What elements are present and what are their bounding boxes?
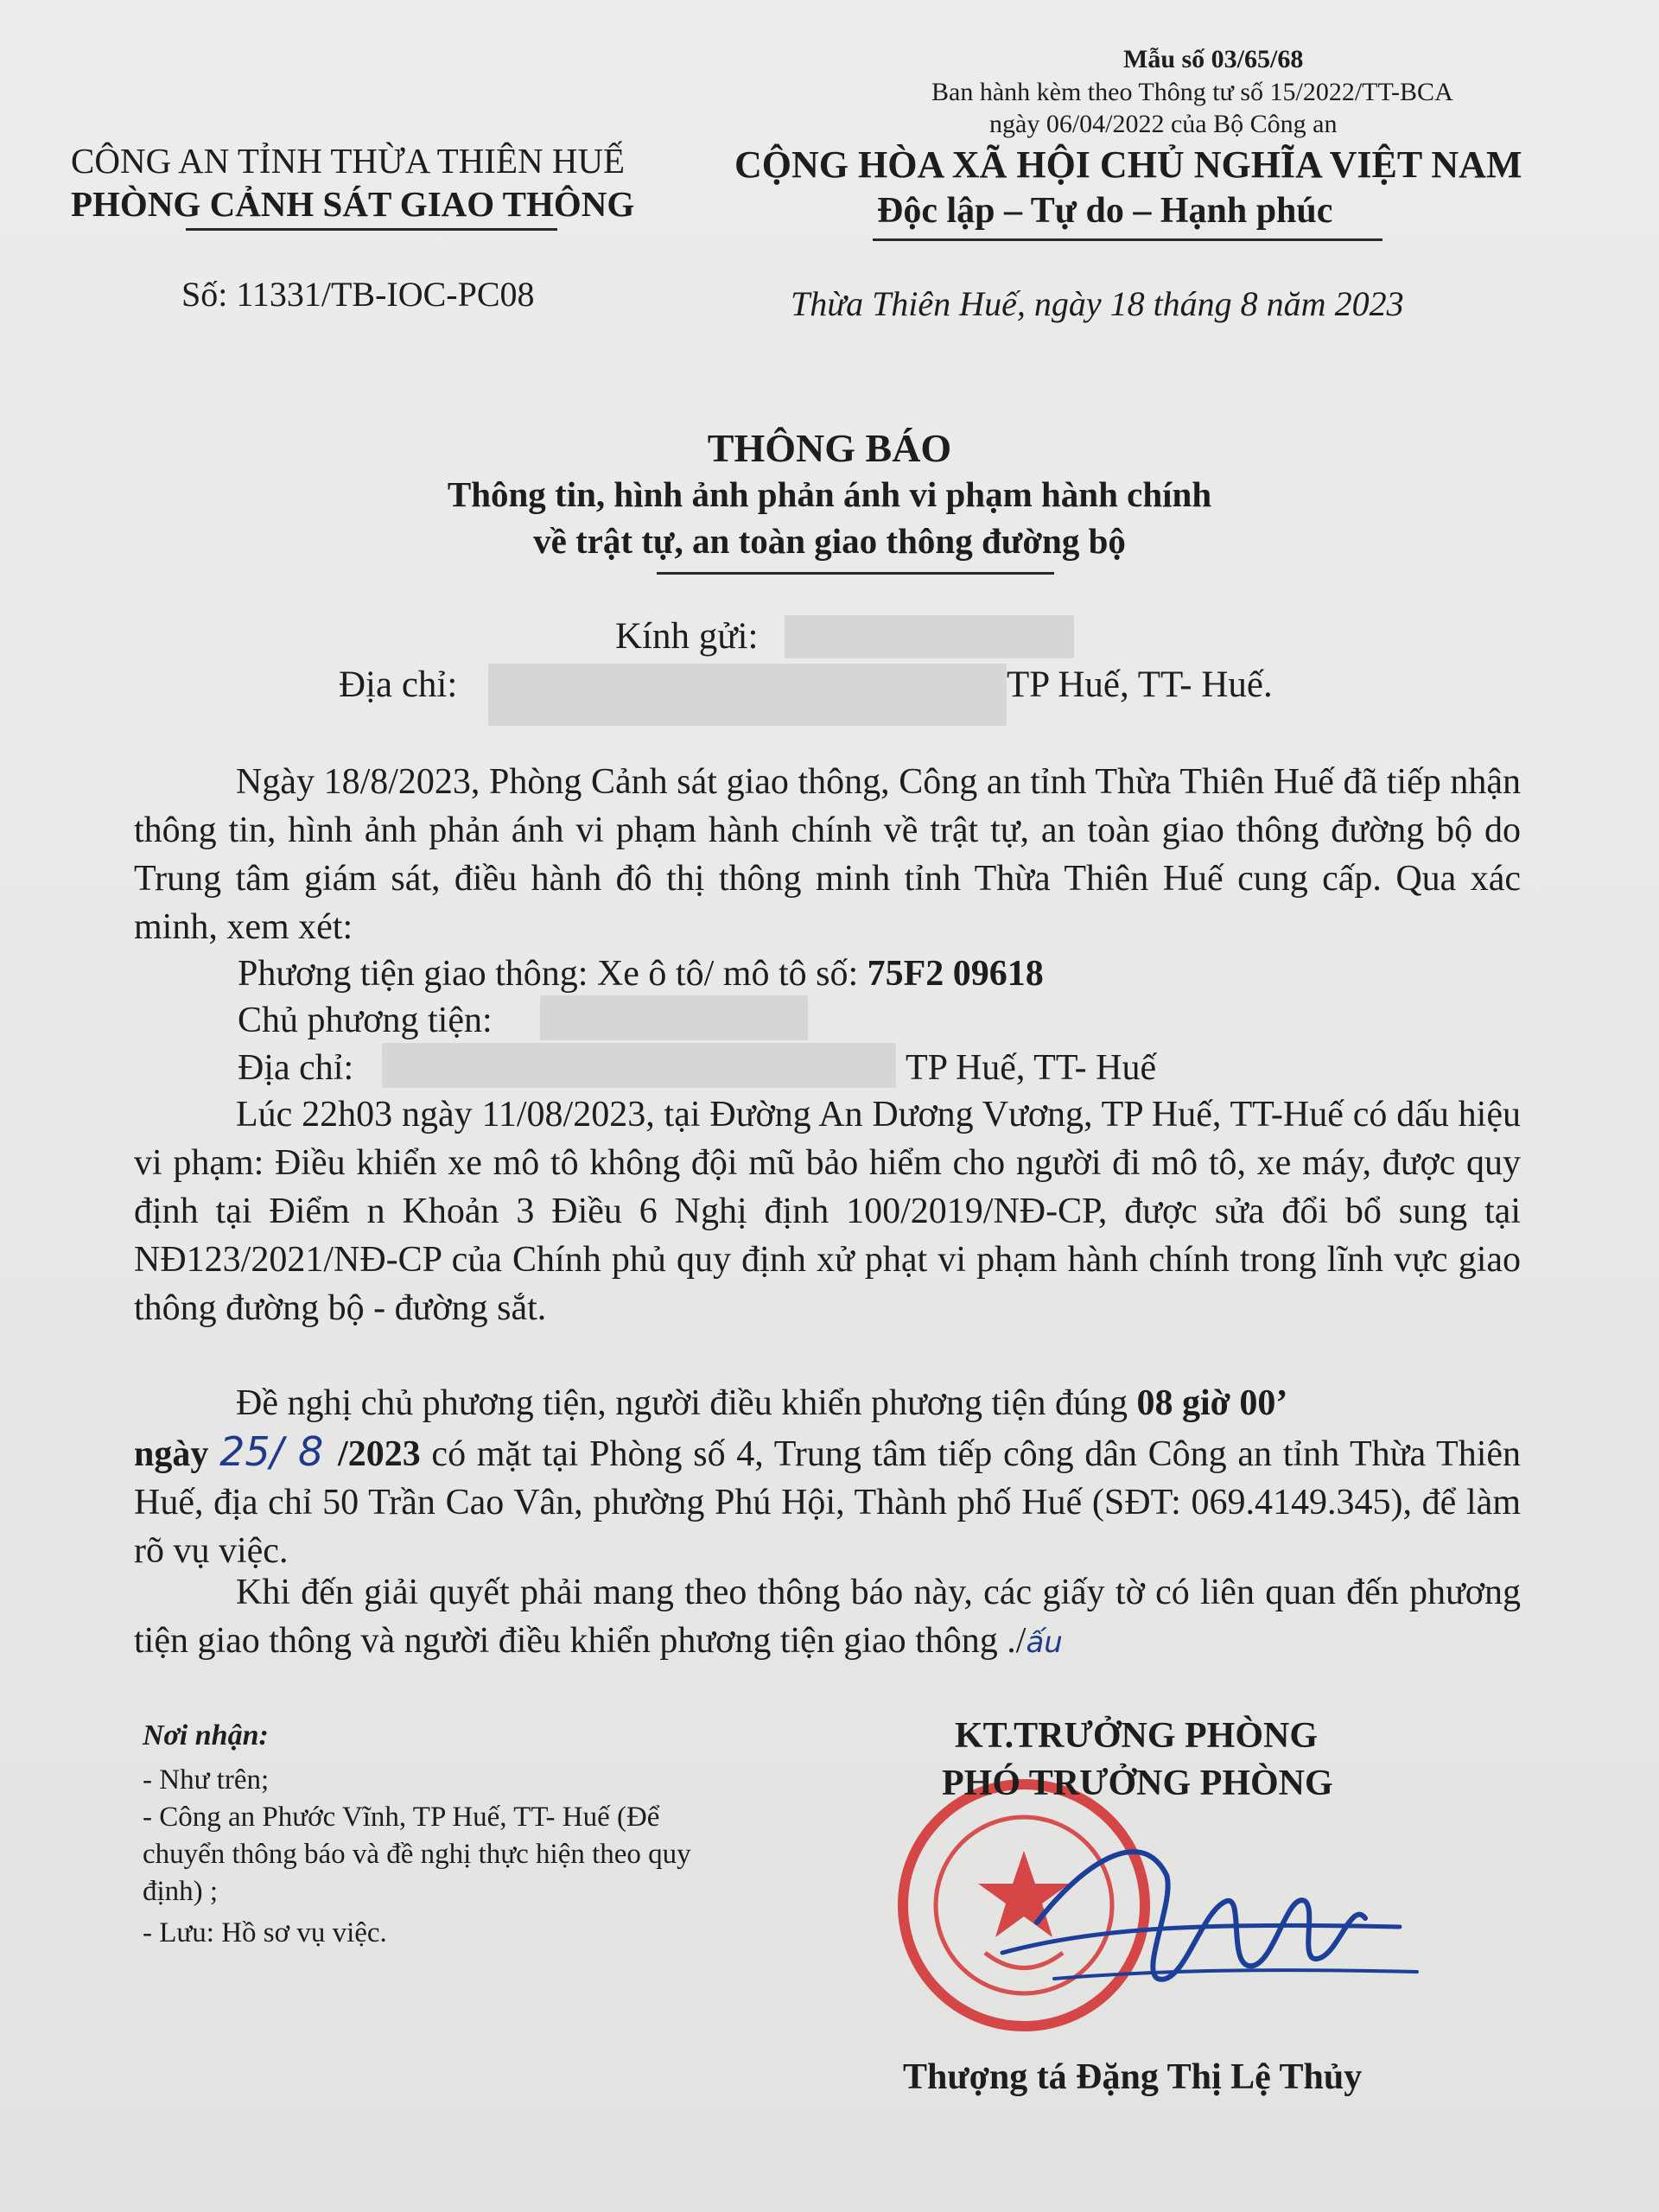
request-text-a: Đề nghị chủ phương tiện, người điều khiển phương tiện đúng — [236, 1383, 1137, 1423]
form-issued-date: ngày 06/04/2022 của Bộ Công an — [989, 110, 1338, 138]
appointment-time: 08 giờ 00’ — [1136, 1383, 1288, 1423]
appointment-day-label: ngày — [134, 1434, 220, 1474]
document-number: Số: 11331/TB-IOC-PC08 — [181, 275, 535, 314]
nation-motto: Độc lập – Tự do – Hạnh phúc — [877, 191, 1333, 231]
recipient-address-tail: TP Huế, TT- Huế. — [1007, 664, 1273, 705]
form-number: Mẫu số 03/65/68 — [1123, 45, 1304, 73]
vehicle-label: Phương tiện giao thông: Xe ô tô/ mô tô số: — [238, 954, 868, 994]
recipient-item-3: - Lưu: Hồ sơ vụ việc. — [143, 1917, 387, 1948]
paragraph-closing — [134, 1568, 1521, 1667]
form-issued-with: Ban hành kèm theo Thông tư số 15/2022/TT-BCA — [931, 78, 1453, 106]
redacted-owner — [540, 995, 808, 1040]
appointment-year: /2023 — [338, 1434, 421, 1474]
recipient-item-2a: - Công an Phước Vĩnh, TP Huế, TT- Huế (Để — [143, 1802, 660, 1833]
recipients-title: Nơi nhận: — [143, 1719, 269, 1751]
paragraph-violation — [134, 1090, 1521, 1332]
official-seal-icon — [903, 1784, 1145, 2026]
owner-address-label: Địa chỉ: — [238, 1048, 354, 1088]
redacted-owner-address — [382, 1043, 896, 1088]
agency-name: CÔNG AN TỈNH THỪA THIÊN HUẾ — [71, 141, 626, 181]
intro-text: Ngày 18/8/2023, Phòng Cảnh sát giao thông, Công an tỉnh Thừa Thiên Huế đã tiếp nhận thông tin, hình ảnh phản ánh vi phạm hành chính về trật tự, an toàn giao thông đường bộ do Trung tâm giám sát, điều hành đô thị thông minh tỉnh Thừa Thiên Huế cung cấp. Qua xác minh, xem xét: — [134, 762, 1521, 947]
department-name: PHÒNG CẢNH SÁT GIAO THÔNG — [71, 184, 635, 224]
redacted-address — [488, 664, 1007, 726]
signature-role-2: PHÓ TRƯỞNG PHÒNG — [942, 1764, 1333, 1803]
signature-role-1: KT.TRƯỞNG PHÒNG — [955, 1716, 1318, 1756]
owner-address-tail: TP Huế, TT- Huế — [906, 1048, 1157, 1088]
nation-name: CỘNG HÒA XÃ HỘI CHỦ NGHĨA VIỆT NAM — [734, 143, 1522, 186]
redacted-recipient — [785, 615, 1074, 658]
motto-underline — [873, 238, 1382, 241]
recipient-item-1: - Như trên; — [143, 1764, 270, 1796]
violation-text: Lúc 22h03 ngày 11/08/2023, tại Đường An Dương Vương, TP Huế, TT-Huế có dấu hiệu vi phạm: Điều khiển xe mô tô không đội mũ bảo hiểm cho người đi mô tô, xe máy, được quy định tại Điểm n Khoản 3 Điều 6 Nghị định 100/2019/NĐ-CP, được sửa đổi bổ sung tại NĐ123/2021/NĐ-CP của Chính phủ quy định xử phạt vi phạm hành chính trong lĩnh vực giao thông đường bộ - đường sắt. — [134, 1095, 1521, 1328]
document-title: THÔNG BÁO — [707, 426, 952, 470]
document-subtitle-line2: về trật tự, an toàn giao thông đường bộ — [533, 521, 1126, 561]
subtitle-underline — [657, 572, 1054, 575]
recipient-item-2c: định) ; — [143, 1876, 219, 1907]
stamp-and-signature — [881, 1771, 1434, 2048]
recipient-address-label: Địa chỉ: — [339, 664, 458, 705]
closing-text: Khi đến giải quyết phải mang theo thông báo này, các giấy tờ có liên quan đến phương tiện giao thông và người điều khiển phương tiện giao thông ./ — [134, 1573, 1521, 1661]
handwritten-mark: ấu — [1026, 1625, 1063, 1660]
document-date: Thừa Thiên Huế, ngày 18 tháng 8 năm 2023 — [791, 284, 1404, 323]
paragraph-request — [134, 1379, 1521, 1575]
recipient-label: Kính gửi: — [615, 616, 759, 657]
request-text-b: có mặt tại Phòng số 4, Trung tâm tiếp công dân Công an tỉnh Thừa Thiên Huế, địa chỉ 50 Trần Cao Vân, phường Phú Hội, Thành phố Huế (SĐT: 069.4149.345), để làm rõ vụ việc. — [134, 1434, 1522, 1571]
paragraph-intro — [134, 758, 1521, 951]
document-subtitle-line1: Thông tin, hình ảnh phản ánh vi phạm hành chính — [447, 474, 1212, 514]
owner-label: Chủ phương tiện: — [238, 1001, 493, 1040]
recipient-item-2b: chuyển thông báo và đề nghị thực hiện theo quy — [143, 1839, 691, 1870]
signer-name: Thượng tá Đặng Thị Lệ Thủy — [903, 2057, 1363, 2097]
vehicle-line — [238, 953, 1044, 995]
handwritten-day: 25/ 8 — [219, 1428, 339, 1475]
license-plate: 75F2 09618 — [867, 954, 1044, 994]
department-underline — [186, 228, 557, 231]
signature-icon — [1002, 1852, 1417, 1980]
